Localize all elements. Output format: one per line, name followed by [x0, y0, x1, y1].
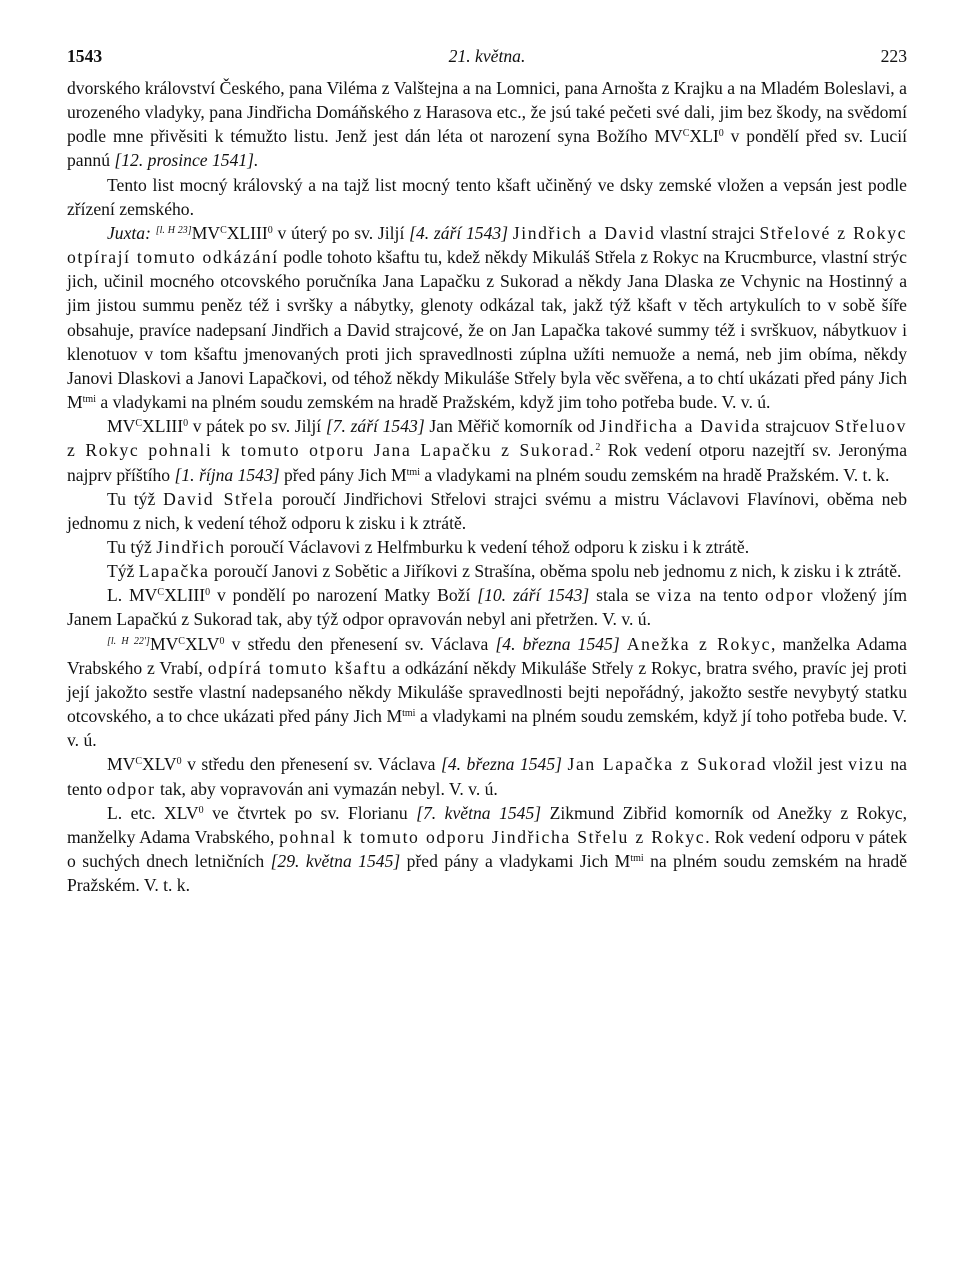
italic-text: [4. března 1545] [440, 754, 568, 775]
superscript: 0 [219, 635, 225, 647]
document-page [67, 44, 907, 897]
superscript: 0 [267, 224, 273, 236]
text-run: před pány Jich M [279, 464, 407, 485]
text-run: stala se [589, 585, 657, 606]
text-run: tak, aby vopravován ani vymazán nebyl. V. v. ú. [155, 778, 498, 799]
text-run: strajcuov [760, 416, 835, 437]
text-run: Tento list mocný královský a na tajž list mocný tento kšaft učiněný ve dsky zemské vložen a vepsán jest podle zřízení zemského. [67, 174, 907, 219]
paragraph [67, 221, 907, 414]
italic-text: [7. května 1545] [416, 802, 542, 823]
superscript: tmi [82, 394, 96, 406]
spaced-text: Střelové z Rokyc otpírají tomuto odkázání [67, 222, 907, 268]
text-run: MV [107, 754, 136, 775]
header-year: 1543 [67, 46, 103, 66]
spaced-text: viza [656, 585, 693, 606]
superscript: tmi [630, 853, 644, 864]
paragraph [67, 752, 907, 800]
body-text [67, 76, 907, 897]
paragraph [67, 559, 907, 583]
text-run: poroučí Jindřichovi Střelovi strajci svému a mistru Václavovi Flavínovi, oběma neb jednomu z nich, k vedení téhož odporu k zisku i k ztrátě. [67, 488, 907, 533]
text-run: na plném soudu zemském na hradě Pražském. V. t. k. [67, 851, 908, 896]
spaced-text: odpor [765, 585, 815, 606]
text-run: v středu den přenesení sv. Václava [224, 633, 496, 654]
text-run: ve čtvrtek po sv. Florianu [203, 802, 417, 823]
spaced-text: odpor [106, 778, 156, 799]
text-run: vlastní strajci [655, 222, 760, 243]
text-run: a vladykami na plném soudu zemském, když jí toho potřeba bude. V. v. ú. [67, 706, 907, 751]
italic-text: [29. května 1545] [270, 851, 401, 871]
italic-text: [12. prosince 1541]. [114, 150, 259, 171]
text-run: Jan Měřič komorník od [429, 416, 600, 437]
superscript: C [682, 128, 690, 140]
superscript: C [135, 418, 143, 430]
paragraph [67, 487, 907, 535]
text-run: XLIII [142, 416, 184, 437]
spaced-text: David Střela [163, 488, 275, 509]
text-run: Zikmund Zibřid komorník od Anežky z Rokyc, manželky Adama Vrabského, [67, 802, 907, 847]
superscript: 0 [205, 587, 211, 599]
text-run: Tu týž [107, 488, 164, 509]
text-run: a vladykami na plném soudu zemském na hradě Pražském, když jim toho potřeba bude. V. v. ú. [96, 392, 771, 413]
text-run: XLV [142, 754, 177, 775]
text-run: XLI [689, 126, 719, 147]
text-run: vložený jím Janem Lapačkú z Sukorad tak, aby týž odpor opravován nebyl ani přetržen. V. v. ú. [67, 585, 908, 630]
italic-text: [7. září 1543] [325, 416, 430, 437]
text-run: v pondělí před sv. Lucií pannú [67, 126, 907, 171]
italic-text: Juxta: [107, 222, 156, 243]
text-run: L. MV [107, 585, 158, 606]
header-date: 21. května. [448, 46, 526, 66]
text-run: v pátek po sv. Jiljí [188, 416, 326, 437]
text-run: a vladykami na plném soudu zemském na hradě Pražském. V. t. k. [420, 464, 890, 485]
page-number: 223 [880, 46, 907, 66]
text-run: podle tohoto kšaftu tu, kdež někdy Mikuláš Střela z Rokyc na Krucmburce, vlastní strýc jich, učinil mocného otcovského poručníka Jana Lapačku z Sukorad a někdy Jana Dlaska ze Vchynic na Hostinný a jim jistou summu peněz též i svršky a nábytky, glenoty odkázal tak, jakž týž kšaft v těch artykulích to v sobě šíře obsahuje, pravíce nadepsaní Jindřich a David strajcové, že on Jan Lapačka takové summy též i svrškuov, nábytkuov i klenotuov v tom kšaftu jmenovaných proti jich spravedlnosti zúplna užíti nemuože a nemá, neb jim obíma, někdy Janovi Dlaskovi a Janovi Lapačkovi, od téhož někdy Mikuláše Střely byla věc svěřena, a to chtí ukázati před pány Jich M [67, 247, 907, 413]
superscript: tmi [402, 708, 416, 720]
running-header [67, 44, 907, 76]
text-run: před pány a vladykami Jich M [400, 851, 631, 871]
paragraph [67, 583, 907, 631]
text-run: XLIII [164, 585, 206, 606]
paragraph [67, 801, 907, 898]
italic-text: [10. září 1543] [477, 585, 590, 606]
text-run: poroučí Václavovi z Helfmburku k vedení téhož odporu k zisku i k ztrátě. [225, 536, 750, 557]
spaced-text: Anežka z Rokyc [626, 633, 772, 654]
paragraph [67, 76, 907, 173]
text-run: v pondělí po narození Matky Boží [210, 585, 478, 606]
text-run: . Rok vedení odporu v pátek o suchých dnech letničních [67, 826, 908, 871]
superscript: C [178, 635, 185, 647]
paragraph [67, 414, 907, 486]
superscript: tmi [406, 466, 420, 478]
superscript: C [157, 587, 165, 599]
text-run: na tento [692, 585, 766, 606]
text-run: na tento [67, 754, 907, 799]
text-run: dvorského království Českého, pana Viléma z Valštejna a na Lomnici, pana Arnošta z Krajku a na Mladém Boleslavi, a urozeného vladyky, pana Jindřicha Domáňského z Harasova etc., že jsú také pečeti své dali, jim bez škody, na svědomí podle mne přivěsiti k témužto listu. Jenž jest dán léta ot narození syna Božího MV [67, 78, 907, 147]
spaced-text: vizu [848, 754, 885, 775]
text-run: a odkázání někdy Mikuláše Střely z Rokyc, bratra svého, pravíc jej proti její jakožto sestře vlastní nadepsaného někdy Mikuláše spravedlnosti bejti nepořádný, jakožto sestře nevybytý statku otcovského, a to chce ukázati před pány Jich M [67, 657, 908, 727]
superscript: 2 [595, 442, 601, 454]
text-run: v úterý po sv. Jiljí [272, 222, 410, 243]
spaced-text: pohnal k tomuto odporu Jindřicha Střelu z Rokyc [279, 826, 706, 847]
folio-marker: [l. H 22'] [107, 635, 150, 647]
text-run: MV [191, 222, 221, 243]
paragraph [67, 632, 907, 753]
text-run: vložil jest [767, 754, 849, 775]
italic-text: [1. října 1543] [174, 464, 280, 485]
superscript: C [135, 756, 143, 768]
folio-marker: [l. H 23] [155, 224, 192, 236]
text-run: MV [107, 416, 136, 437]
italic-text: [4. března 1545] [495, 633, 627, 654]
spaced-text: odpírá tomuto kšaftu [207, 657, 388, 678]
superscript: 0 [198, 804, 204, 816]
superscript: 0 [183, 418, 189, 430]
text-run: poroučí Janovi z Sobětic a Jiříkovi z Strašína, oběma spolu neb jednomu z nich, k zisku i k ztrátě. [209, 561, 902, 582]
text-run: XLV [184, 633, 220, 654]
spaced-text: Jindřich [156, 536, 226, 557]
italic-text: [4. září 1543] [409, 222, 513, 243]
superscript: C [220, 224, 227, 236]
spaced-text: Lapačka [138, 561, 210, 582]
text-run: MV [149, 633, 179, 654]
text-run: Tu týž [107, 536, 157, 557]
text-run: Rok vedení otporu nazejtří sv. Jeronýma najprv příštího [67, 440, 907, 485]
text-run: v středu den přenesení sv. Václava [181, 754, 441, 775]
spaced-text: Jindřich a David [512, 222, 656, 243]
spaced-text: Jindřicha a Davida [599, 416, 761, 437]
text-run: XLIII [226, 222, 268, 243]
text-run: L. etc. XLV [107, 802, 199, 823]
text-run: , manželka Adama Vrabského z Vrabí, [67, 633, 907, 678]
superscript: 0 [176, 756, 182, 768]
paragraph [67, 535, 907, 559]
spaced-text: Jan Lapačka z Sukorad [567, 754, 768, 775]
spaced-text: Střeluov z Rokyc pohnali k tomuto otporu Jana Lapačku z Sukorad. [67, 416, 907, 461]
text-run: Týž [107, 561, 139, 582]
paragraph [67, 173, 907, 221]
superscript: 0 [718, 128, 724, 140]
